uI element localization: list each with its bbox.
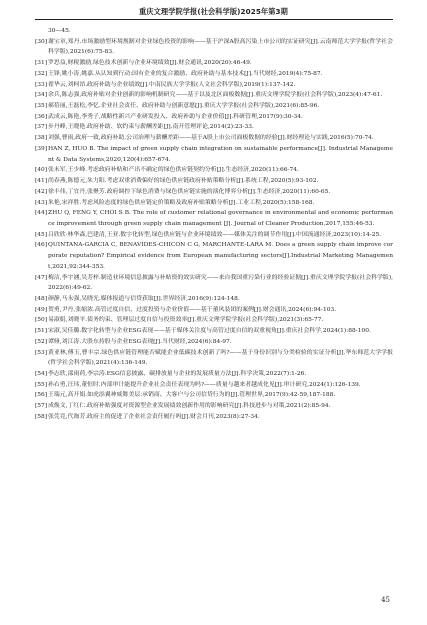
reference-item xyxy=(35,305,393,316)
reference-item xyxy=(35,187,393,198)
reference-number: [35] xyxy=(35,103,48,110)
reference-number: [39] xyxy=(35,145,48,152)
reference-item xyxy=(35,208,393,229)
reference-text: 罗思益,财税激励,绿色技术创新与企业环境绩效[J].财会通讯,2020(20):46-49. xyxy=(48,60,252,67)
reference-number: [50] xyxy=(35,317,48,324)
reference-text: 颜静,马永强,吴晓光.媒体报道与信贷获取[J].世界经济,2016(9):124-148. xyxy=(48,295,240,302)
reference-item xyxy=(35,80,393,91)
reference-text: 张莞竞,代淘芳.政府主的促进了企业社会责任履行吗[J].财会月刊,2023(8):27-34. xyxy=(48,413,260,420)
reference-text: 步丹峰,王晓艳.政府补助、软约束与薪酬差距[J].南开管理评论,2014(2):23-33. xyxy=(48,124,254,131)
reference-text: 尚春燕,陈德元,朱力阳.考虑双重消费偏好的绿色供应链政府补贴策略分析[J].系统工程,2020(5):93-102. xyxy=(48,178,319,185)
reference-item xyxy=(35,326,393,337)
reference-text: 梅洁,李宇涵,吴芳梓.制造业环境信息披露与补贴资的效实研究——来自我国重污染行业的经验证据[J].重庆文理学院学报(社会科学版),2022(6):49-62. xyxy=(48,274,393,292)
reference-text: 易淑娟,刘晓平.债务约束、管理层过度自信与投资效率[J].重庆文理学院学报(社会科学版),2021(3):65-77. xyxy=(48,317,324,324)
reference-item xyxy=(35,122,393,133)
reference-number: [43] xyxy=(35,199,48,206)
reference-item xyxy=(35,294,393,305)
reference-text: 30—45. xyxy=(48,28,71,34)
reference-text: 王锋,姚小涛,姚嘉.从认知到行动:国有企业的复合激励、政府补助与基本技术[J].当代财经,2019(4):75-87. xyxy=(48,70,323,77)
reference-text: 余兵,陈志强,政府补贴对企业创新的影响机制研究——基于以及北区面板数据[J].重庆文理学院学报(社会科学版),2023(4):47-61. xyxy=(48,92,383,99)
reference-item xyxy=(35,144,393,165)
reference-item xyxy=(35,230,393,241)
reference-text: QUINTANA-GARCIA C, BENAVIDES-CHICON C G, MARCHANTE-LARA M. Does a green supply chain improve corporate reputation? Empirical evidence from European manufacturing sectors[J].Industrial Marketing Management,2021,92:344-353. xyxy=(48,242,393,270)
reference-text: ZHU Q, FENG Y, CHOI S B. The role of customer relational governance in environmental and economic performance improvement through green supply chain management [J]. Journal of Cleaner Production,2017,155:46-53. xyxy=(48,210,393,227)
reference-text: HAN Z, HUO B. The impact of green supply chain integration on sustainable performance[J]. Industrial Management & Data Systems,2020,120(4):657-674. xyxy=(48,145,393,163)
reference-item xyxy=(35,315,393,326)
reference-text: 谢宝章,郑丹.市场激励型环境规制对企业绿色投资的影响——基于沪深A股高污染上市公司的实证研究[J].云南师范大学学报(哲学社会科学版),2021(6):75-83. xyxy=(48,38,393,56)
reference-number: [33] xyxy=(35,81,48,88)
reference-item xyxy=(35,380,393,391)
reference-item xyxy=(35,369,393,380)
reference-text: 谭娅,刘江涛.大股东持股与企业ESG表现[J].当代财经,2024(6):84-97. xyxy=(48,338,232,345)
reference-text: 成焕文,丁红仁.政府补贴强度对资源型企业发展绩效创新作用的影响研究[J].科技进步与对策,2021(2):85-94. xyxy=(48,403,331,410)
reference-item xyxy=(35,412,393,423)
reference-item xyxy=(35,176,393,187)
reference-item xyxy=(35,165,393,176)
reference-number: [31] xyxy=(35,60,48,67)
reference-item xyxy=(35,69,393,80)
reference-text: 张未军,王少峰.考虑政府补贴和产出不确定的绿色供应链契约分析[J].生态经济,2020(11):66-74. xyxy=(48,167,299,174)
reference-number: [40] xyxy=(35,167,48,174)
header-rule xyxy=(35,19,393,20)
reference-number: [34] xyxy=(35,92,48,99)
reference-item xyxy=(35,401,393,412)
reference-number: [54] xyxy=(35,371,48,377)
reference-number: [42] xyxy=(35,188,48,195)
reference-item xyxy=(35,348,393,369)
reference-number: [48] xyxy=(35,295,48,302)
reference-item xyxy=(35,273,393,294)
reference-number: [53] xyxy=(35,349,48,356)
reference-text: 孙右勇,汪玮,董恒时.内部审计能提升企业社会责任表现为吗?——质量与越来者越成化见[J].审计研究,2024(1):126-139. xyxy=(48,381,361,388)
reference-item xyxy=(35,240,393,272)
reference-text: 贺勇,尹丹,张缩浓.高管过度自信、过度投资与企业价值——基于董风装团的案例[J].财会通讯,2024(6):94-103. xyxy=(48,306,337,313)
reference-item xyxy=(35,337,393,348)
reference-number: [55] xyxy=(35,381,48,388)
reference-text: 郝蓓丽,王磊松,李忆.企业社会责任、政府补助与创新意愿[J].重庆大学学报(社会科学版),2021(6):85-96. xyxy=(48,103,320,110)
reference-text: 武成云,陈艳,李秀子,战略性新兴产业研发投入、政府补助与企业价值[J].科研管理,2017(9):30-34. xyxy=(48,113,303,120)
reference-number: [57] xyxy=(35,403,48,410)
page-number: 45 xyxy=(381,596,390,604)
reference-item xyxy=(35,90,393,101)
reference-item xyxy=(35,198,393,209)
reference-item xyxy=(35,101,393,112)
reference-list xyxy=(35,26,393,423)
reference-number: [47] xyxy=(35,274,48,281)
reference-text: 王瑞元,高开娟.如虎添翼神威舞美层:承销商、大客户与公司信贷行为的[J].管理世界,2017(9):42-59,187-188. xyxy=(48,392,336,399)
reference-text: 黄亚林,傅玉,曹丰宗.绿色供应链管理能否赋能企业低碳技术创新了吗?——基于身份识别与分类检验的实证分析[J].华东师范大学学报(哲学社会科学版),2021(4):136-149. xyxy=(48,349,393,367)
reference-text: 翟华云,刘柯昂.政府补助与企业绩效[J].中南民族大学学报(人文社会科学版),2019(1):137-142. xyxy=(48,81,296,88)
reference-number: [56] xyxy=(35,392,48,399)
reference-text: 徐丰伟,丁宜丹,张聚芳.政府调控下绿色消费与绿色供应链实施的演化博弈分析[J].生态经济,2020(11):60-65. xyxy=(48,188,331,195)
reference-number: [41] xyxy=(35,178,48,185)
reference-item xyxy=(35,37,393,58)
reference-number: [51] xyxy=(35,328,48,335)
reference-item xyxy=(35,58,393,69)
reference-number: [38] xyxy=(35,135,48,142)
reference-text: 李志欣,邵雨荷,李宗涛.ESG信息披露、碳排放量与企业的发展质量方法[J].科学决策,2022(7):1-26. xyxy=(48,371,307,377)
reference-number: [32] xyxy=(35,70,48,77)
reference-text: 朱艳,宋祥胜.考虑风险态度的绿色供应链定价策略及政府补贴策略分析[J].工业工程,2020(5):158-168. xyxy=(48,199,315,206)
reference-continuation xyxy=(35,26,393,37)
journal-header: 重庆文理学院学报(社会科学版)2025年第3期 xyxy=(139,7,288,16)
reference-item xyxy=(35,112,393,123)
reference-item xyxy=(35,390,393,401)
reference-text: 吕欣欣·林华森,巴建清,王亚.数字化转型,绿色供应链与企业环境绩效——媒体关注的调节作用[J].中国流通经济,2023(10):14-25. xyxy=(48,231,382,238)
reference-number: [44] xyxy=(35,210,48,217)
reference-text: 宋淑,吴佳璐.数字化转型与企业ESG表现——基于媒体关注度与高管过度自信的双重视角[J].重庆社会科学,2024(1):88-100. xyxy=(48,328,371,335)
reference-number: [30] xyxy=(35,38,48,45)
reference-number: [46] xyxy=(35,242,48,249)
reference-number: [58] xyxy=(35,413,48,420)
reference-items xyxy=(35,37,393,423)
reference-number: [49] xyxy=(35,306,48,313)
reference-number: [52] xyxy=(35,338,48,345)
reference-number: [45] xyxy=(35,231,48,238)
reference-item xyxy=(35,133,393,144)
reference-text: 刘强,曹雨,政府一致,政府补助,公司治理与薪酬差距——基于A股上市公司面板数据的经验[J].财经理论与实践,2016(5):70-74. xyxy=(48,135,374,142)
reference-number: [36] xyxy=(35,113,48,120)
reference-number: [37] xyxy=(35,124,48,131)
